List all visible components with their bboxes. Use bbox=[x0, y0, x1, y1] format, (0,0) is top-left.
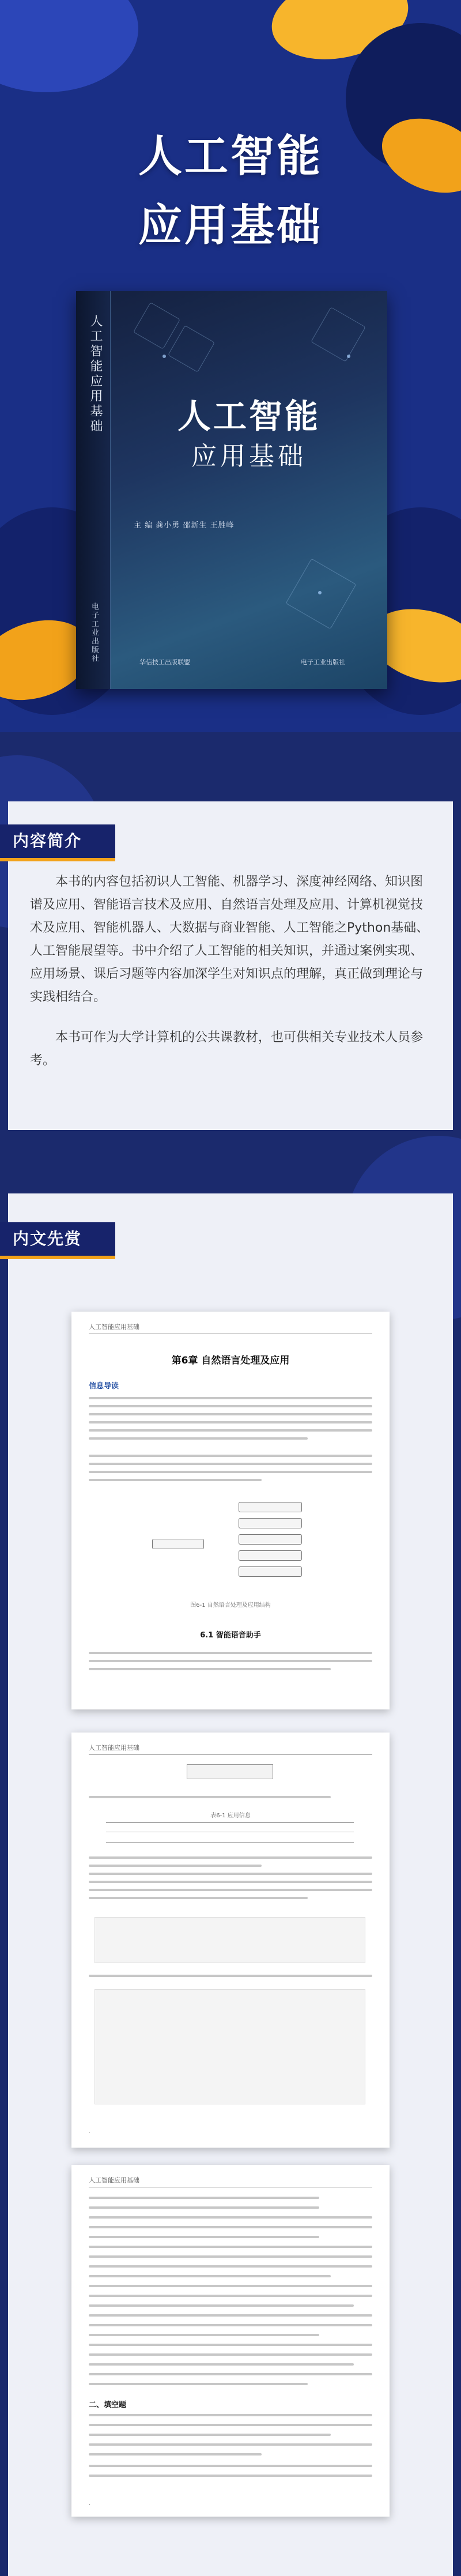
decor-dot bbox=[347, 355, 350, 358]
text-line bbox=[89, 2275, 331, 2277]
text-line bbox=[89, 1429, 372, 1432]
text-line bbox=[89, 2373, 372, 2375]
text-line bbox=[89, 2304, 354, 2307]
box-title: 信息导读 bbox=[89, 1382, 119, 1391]
page-number-mark: · bbox=[89, 2130, 91, 2137]
text-line bbox=[89, 2197, 319, 2199]
text-line bbox=[89, 1397, 372, 1399]
text-line bbox=[89, 2226, 372, 2228]
hero-title-line2: 应用基础 bbox=[138, 199, 323, 251]
section-title: 二、填空题 bbox=[89, 2401, 127, 2409]
section-title: 6.1 智能语音助手 bbox=[200, 1631, 261, 1640]
preview-heading bbox=[0, 1222, 115, 1256]
text-line bbox=[89, 1889, 372, 1891]
text-line bbox=[89, 1660, 372, 1662]
text-line bbox=[89, 2236, 319, 2238]
sample-page-1 bbox=[71, 1312, 390, 1709]
text-line bbox=[89, 2206, 319, 2209]
publisher-logo-left: 华信技工出版联盟 bbox=[139, 658, 190, 666]
cover-title-line1: 人工智能 bbox=[177, 397, 320, 436]
decor-hexagon bbox=[311, 307, 366, 362]
text-line bbox=[89, 1975, 372, 1977]
text-line bbox=[89, 1881, 372, 1883]
text-line bbox=[89, 2314, 372, 2317]
text-line bbox=[89, 2443, 372, 2446]
page-header: 人工智能应用基础 bbox=[89, 1322, 372, 1334]
hero-banner bbox=[0, 0, 461, 732]
heading-accent-bar bbox=[0, 1256, 115, 1259]
text-line bbox=[89, 1873, 372, 1875]
text-line bbox=[89, 2383, 308, 2385]
decor-hexagon bbox=[133, 302, 180, 349]
text-line bbox=[89, 2324, 372, 2326]
text-line bbox=[89, 2255, 372, 2258]
spine-publisher: 电子工业出版社 bbox=[90, 602, 99, 663]
text-line bbox=[89, 2295, 372, 2297]
text-line bbox=[89, 2424, 372, 2426]
text-line bbox=[89, 2285, 372, 2287]
text-line bbox=[89, 2334, 319, 2336]
text-line bbox=[89, 2344, 372, 2346]
text-line bbox=[89, 1668, 331, 1670]
text-line bbox=[89, 1471, 372, 1473]
text-line bbox=[89, 1652, 372, 1654]
intro-heading bbox=[0, 824, 115, 858]
decor-dot bbox=[318, 591, 322, 594]
text-line bbox=[89, 1865, 262, 1867]
table-row bbox=[106, 1822, 354, 1832]
text-line bbox=[89, 1455, 372, 1457]
page-header: 人工智能应用基础 bbox=[89, 2175, 372, 2187]
heading-accent-bar bbox=[0, 858, 115, 861]
book-cover bbox=[76, 291, 387, 689]
text-line bbox=[89, 2465, 372, 2467]
publisher-logo-right: 电子工业出版社 bbox=[301, 658, 345, 666]
content-area bbox=[0, 732, 461, 2576]
text-line bbox=[89, 1463, 372, 1465]
mind-map-figure bbox=[152, 1502, 319, 1588]
figure-caption: 图6-1 自然语言处理及应用结构 bbox=[190, 1602, 271, 1609]
text-line bbox=[89, 2246, 372, 2248]
mind-map-node bbox=[239, 1566, 302, 1577]
text-line bbox=[89, 2216, 372, 2219]
text-line bbox=[89, 1856, 372, 1859]
text-line bbox=[89, 1421, 372, 1423]
figure-placeholder bbox=[187, 1764, 273, 1779]
decor-hexagon bbox=[168, 325, 215, 372]
page-number-mark: · bbox=[89, 2502, 91, 2509]
hero-title-line1: 人工智能 bbox=[138, 130, 323, 182]
text-line bbox=[89, 2414, 372, 2416]
cover-title-line2: 应用基础 bbox=[191, 442, 307, 471]
intro-paragraph-1: 本书的内容包括初识人工智能、机器学习、深度神经网络、知识图谱及应用、智能语言技术及应用、自然语言处理及应用、计算机视觉技术及应用、智能机器人、大数据与商业智能、人工智能之Python基础、人工智能展望等。书中介绍了人工智能的相关知识，并通过案例实现、应用场景、课后习题等内容加深学生对知识点的理解，真正做到理论与实践相结合。 bbox=[30, 875, 429, 1004]
table-caption: 表6-1 应用信息 bbox=[210, 1813, 251, 1819]
text-line bbox=[89, 2453, 262, 2456]
mind-map-node bbox=[239, 1518, 302, 1528]
text-line bbox=[89, 1405, 372, 1407]
code-block bbox=[95, 1917, 365, 1963]
cover-authors: 主 编 龚小勇 邵新生 王胜峰 bbox=[134, 521, 235, 530]
decor-blob-blue bbox=[0, 0, 138, 92]
text-line bbox=[89, 2265, 372, 2268]
spine-title: 人工智能应用基础 bbox=[88, 314, 103, 434]
book-spine bbox=[76, 291, 111, 689]
text-line bbox=[89, 1796, 331, 1798]
sample-page-2 bbox=[71, 1733, 390, 2148]
text-line bbox=[89, 2363, 354, 2366]
mind-map-node bbox=[239, 1534, 302, 1545]
page-header: 人工智能应用基础 bbox=[89, 1743, 372, 1755]
intro-paragraph-2: 本书可作为大学计算机的公共课教材，也可供相关专业技术人员参考。 bbox=[30, 1030, 424, 1068]
mind-map-node bbox=[152, 1539, 204, 1549]
sample-page-3 bbox=[71, 2165, 390, 2517]
table-row bbox=[106, 1832, 354, 1843]
text-line bbox=[89, 2434, 331, 2436]
text-line bbox=[89, 2353, 372, 2356]
mind-map-node bbox=[239, 1502, 302, 1512]
text-line bbox=[89, 2475, 372, 2477]
mind-map-node bbox=[239, 1550, 302, 1561]
code-block bbox=[95, 1989, 365, 2104]
text-line bbox=[89, 1897, 308, 1899]
text-line bbox=[89, 1437, 308, 1440]
decor-dot bbox=[163, 355, 166, 358]
text-line bbox=[89, 1479, 262, 1481]
intro-heading-text: 内容简介 bbox=[13, 831, 82, 850]
chapter-title: 第6章 自然语言处理及应用 bbox=[171, 1355, 290, 1366]
preview-heading-text: 内文先赏 bbox=[13, 1229, 82, 1248]
text-line bbox=[89, 1413, 372, 1415]
